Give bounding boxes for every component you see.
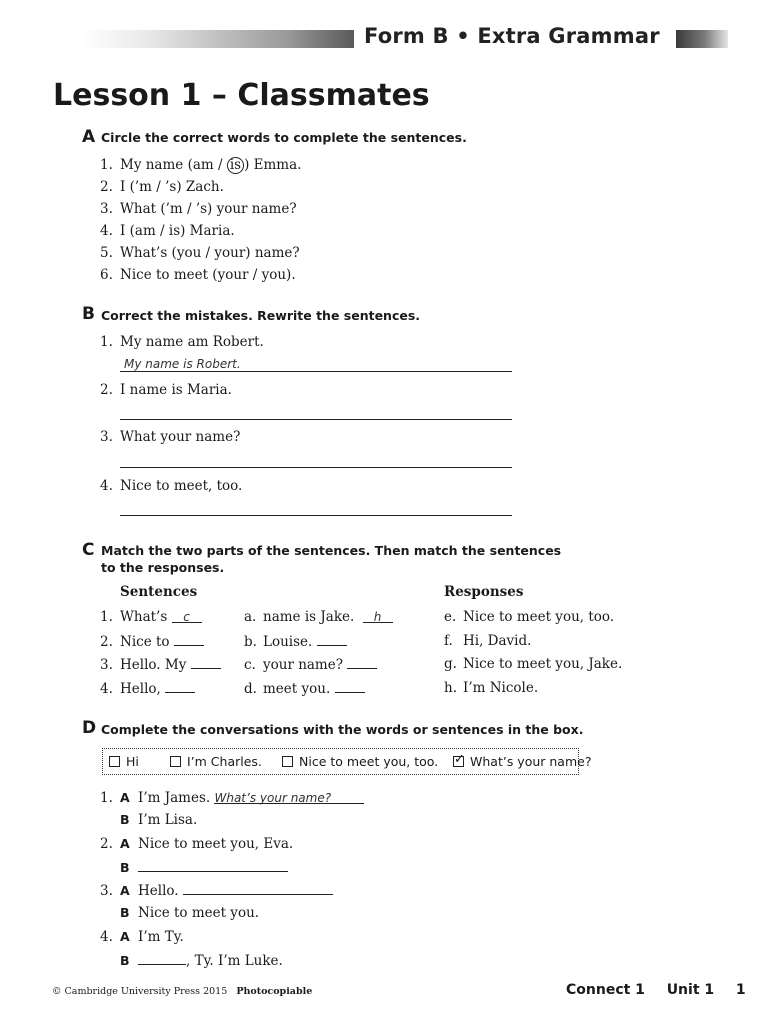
word-box-label: Nice to meet you, too. [299, 754, 439, 769]
match-sentence-part [244, 633, 347, 650]
sentence-start-text: Hello, [120, 681, 161, 697]
speaker-b-text: Nice to meet you. [138, 905, 260, 921]
section-b-instruction: Correct the mistakes. Rewrite the sentences. [101, 308, 421, 323]
speaker-b-label: B [120, 905, 130, 920]
sentence-start-text: Hello. My [120, 657, 187, 673]
item-text: I (am / is) Maria. [120, 223, 235, 239]
speaker-a-text: Hello. [138, 883, 179, 899]
answer-line[interactable] [120, 419, 512, 420]
conversation-line-b [120, 905, 259, 921]
answer-line[interactable] [120, 371, 512, 372]
word-box-item[interactable] [109, 754, 139, 769]
conversation-answer-blank[interactable] [138, 859, 288, 872]
match-answer-blank[interactable] [165, 680, 195, 693]
conversation-answer-blank[interactable]: What’s your name? [214, 791, 364, 804]
response-text: Hi, David. [463, 633, 532, 649]
item-text: My name am Robert. [120, 334, 264, 350]
response-letter: h. [444, 680, 457, 696]
match-response [444, 680, 538, 696]
match-answer-blank[interactable] [347, 656, 377, 669]
conversation-line-a [100, 929, 184, 945]
item-number: 3. [100, 657, 113, 673]
section-a-instruction: Circle the correct words to complete the sentences. [101, 130, 467, 145]
word-box-label: What’s your name? [470, 754, 592, 769]
photocopiable-text: Photocopiable [236, 986, 313, 997]
part-text: meet you. [263, 681, 331, 697]
item-text-post: ) Emma. [244, 157, 302, 173]
item-number: 3. [100, 883, 113, 899]
header-gradient-bar-left [82, 30, 354, 48]
item-number: 2. [100, 836, 113, 852]
section-b-item [100, 478, 242, 494]
lesson-title: Lesson 1 – Classmates [53, 78, 430, 113]
item-number: 2. [100, 179, 113, 195]
word-box-item[interactable] [453, 754, 591, 769]
header-title: Form B • Extra Grammar [364, 24, 660, 48]
copyright-text: © Cambridge University Press 2015 [52, 986, 228, 997]
item-text: I name is Maria. [120, 382, 232, 398]
part-text: your name? [263, 657, 343, 673]
responses-header: Responses [444, 584, 524, 600]
checkbox-checked-icon[interactable] [453, 756, 464, 767]
response-letter: e. [444, 609, 457, 625]
item-text: Nice to meet (your / you). [120, 267, 296, 283]
item-number: 3. [100, 429, 113, 445]
sentence-start-text: Nice to [120, 634, 170, 650]
speaker-b-text: I’m Lisa. [138, 812, 198, 828]
response-letter: g. [444, 656, 457, 672]
footer-unit: Unit 1 [666, 982, 715, 998]
item-number: 2. [100, 634, 113, 650]
response-text: I’m Nicole. [463, 680, 539, 696]
item-number: 1. [100, 334, 113, 350]
section-a-item [100, 245, 300, 261]
item-number: 1. [100, 790, 113, 806]
item-number: 4. [100, 929, 113, 945]
part-letter: b. [244, 634, 257, 650]
section-a-item [100, 267, 296, 283]
section-a-item [100, 201, 297, 217]
checkbox-icon[interactable] [109, 756, 120, 767]
match-response [444, 633, 531, 649]
response-text: Nice to meet you, Jake. [463, 656, 623, 672]
conversation-line-b [120, 859, 288, 876]
speaker-a-label: A [120, 883, 130, 898]
checkbox-icon[interactable] [282, 756, 293, 767]
part-letter: d. [244, 681, 257, 697]
item-number: 2. [100, 382, 113, 398]
match-sentence-start [100, 680, 195, 697]
speaker-b-label: B [120, 860, 130, 875]
section-a-item [100, 223, 235, 239]
section-c-instruction-line2: to the responses. [101, 560, 225, 575]
item-text-pre: My name (am / [120, 157, 227, 173]
match-answer-blank[interactable] [335, 680, 365, 693]
conversation-line-a [100, 836, 293, 852]
conversation-line-a [100, 882, 333, 899]
word-box [102, 748, 592, 775]
word-box-label: Hi [126, 754, 139, 769]
footer-page-info [566, 982, 746, 998]
conversation-answer-blank[interactable] [138, 952, 186, 965]
part-letter: c. [244, 657, 256, 673]
speaker-a-text: Nice to meet you, Eva. [138, 836, 294, 852]
match-answer-blank[interactable]: c [172, 610, 202, 623]
section-b-item [100, 429, 240, 445]
match-answer-blank[interactable] [191, 656, 221, 669]
speaker-b-label: B [120, 812, 130, 827]
response-text: Nice to meet you, too. [463, 609, 615, 625]
part-letter: a. [244, 609, 257, 625]
speaker-a-label: A [120, 929, 130, 944]
item-number: 4. [100, 478, 113, 494]
part-text: Louise. [263, 634, 313, 650]
sentence-start-text: What’s [120, 609, 168, 625]
item-text: What’s (you / your) name? [120, 245, 300, 261]
conversation-line-b [120, 812, 197, 828]
match-sentence-start [100, 609, 202, 625]
word-box-item[interactable] [170, 754, 262, 769]
handwritten-answer: My name is Robert. [124, 357, 241, 371]
word-box-item[interactable] [282, 754, 438, 769]
match-sentence-start [100, 656, 221, 673]
item-number: 4. [100, 681, 113, 697]
match-response [444, 656, 622, 672]
speaker-b-text: , Ty. I’m Luke. [186, 953, 283, 969]
answer-line[interactable] [120, 467, 512, 468]
circled-answer: is [227, 157, 244, 174]
match-sentence-start [100, 633, 204, 650]
section-a-item [100, 179, 224, 195]
speaker-a-text: I’m James. [138, 790, 211, 806]
match-sentence-part [244, 656, 377, 673]
response-letter: f. [444, 633, 453, 649]
match-sentence-part [244, 609, 393, 625]
conversation-answer-blank[interactable] [183, 882, 333, 895]
item-number: 1. [100, 609, 113, 625]
match-answer-blank[interactable]: h [363, 610, 393, 623]
item-number: 4. [100, 223, 113, 239]
item-text: What your name? [120, 429, 241, 445]
item-number: 5. [100, 245, 113, 261]
section-d-letter: D [82, 718, 97, 738]
item-text: Nice to meet, too. [120, 478, 243, 494]
speaker-a-text: I’m Ty. [138, 929, 184, 945]
match-answer-blank[interactable] [174, 633, 204, 646]
section-b-letter: B [82, 304, 95, 324]
conversation-line-b [120, 952, 283, 969]
footer-book: Connect 1 [566, 982, 645, 998]
conversation-line-a [100, 790, 364, 806]
speaker-a-label: A [120, 836, 130, 851]
checkbox-icon[interactable] [170, 756, 181, 767]
match-answer-blank[interactable] [317, 633, 347, 646]
item-text: I (’m / ’s) Zach. [120, 179, 224, 195]
section-a-item [100, 157, 301, 174]
sentences-header: Sentences [120, 584, 198, 600]
part-text: name is Jake. [263, 609, 355, 625]
item-text: What (’m / ’s) your name? [120, 201, 297, 217]
section-a-letter: A [82, 127, 96, 147]
header-gradient-bar-right [676, 30, 728, 48]
speaker-b-label: B [120, 953, 130, 968]
section-d-instruction: Complete the conversations with the words or sentences in the box. [101, 722, 584, 737]
section-b-item [100, 334, 264, 350]
section-c-instruction-line1: Match the two parts of the sentences. Then match the sentences [101, 543, 562, 558]
item-number: 6. [100, 267, 113, 283]
section-b-item [100, 382, 232, 398]
word-box-label: I’m Charles. [187, 754, 262, 769]
answer-line[interactable] [120, 515, 512, 516]
match-sentence-part [244, 680, 365, 697]
footer-copyright [52, 986, 312, 997]
speaker-a-label: A [120, 790, 130, 805]
section-c-instruction [101, 542, 561, 576]
footer-page-number: 1 [735, 982, 746, 998]
item-number: 3. [100, 201, 113, 217]
match-response [444, 609, 614, 625]
item-number: 1. [100, 157, 113, 173]
section-c-letter: C [82, 540, 95, 560]
